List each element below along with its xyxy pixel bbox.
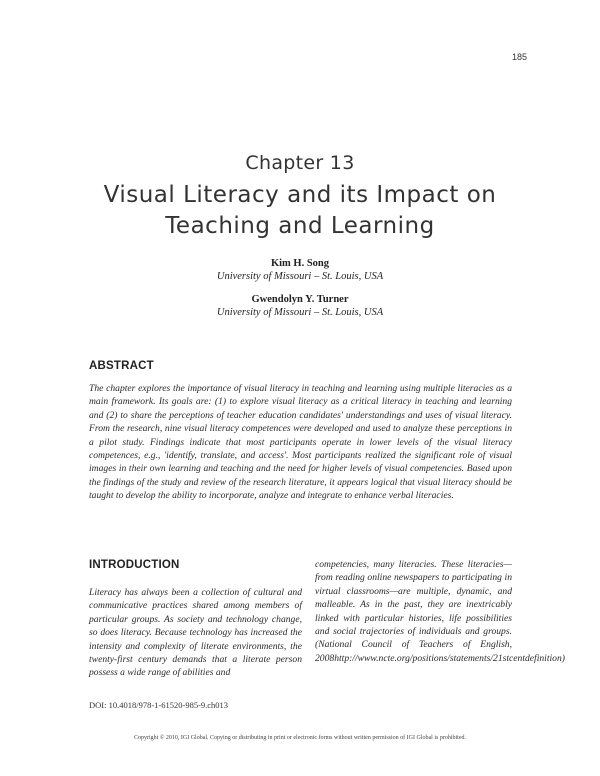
author-block-2 xyxy=(0,293,600,319)
author-affiliation: University of Missouri – St. Louis, USA xyxy=(216,307,384,318)
chapter-title: Visual Literacy and its Impact on Teaching and Learning xyxy=(103,182,497,239)
author-name: Kim H. Song xyxy=(270,258,330,269)
page-number: 185 xyxy=(511,52,527,62)
author-name: Gwendolyn Y. Turner xyxy=(251,294,349,305)
intro-right-column: competencies, many literacies. These literacies—from reading online newspapers to participating in virtual classrooms—are multiple, dynamic, and malleable. As in the past, they are inextricably linked with particular histories, life possibilities and social trajectories of individuals and groups. (National Council of Teachers of English, 2008http://www.ncte.org/positions/statements/21stcentdefinition) xyxy=(315,559,565,664)
doi: DOI: 10.4018/978-1-61520-985-9.ch013 xyxy=(89,700,229,710)
abstract-text: The chapter explores the importance of visual literacy in teaching and learning using multiple literacies as a main framework. Its goals are: (1) to explore visual literacy as a critical literacy in teaching and learning and (2) to share the perceptions of teacher education candidates' understandings and uses of visual literacy. From the research, nine visual literacy competences were developed and used to analyze these perceptions in a pilot study. Findings indicate that most participants operate in lower levels of the visual literacy competences, e.g., 'identify, translate, and access'. Most participants realized the significant role of visual images in their own learning and teaching and the need for higher levels of visual competencies. Based upon the findings of the study and review of the research literature, it appears logical that visual literacy should be taught to develop the ability to incorporate, analyze and integrate to enhance verbal literacies. xyxy=(89,383,512,502)
intro-left-column: Literacy has always been a collection of cultural and communicative practices shared among members of particular groups. As society and technology change, so does literacy. Because technology has increased the intensity and complexity of literate environments, the twenty-first century demands that a literate person possess a wide range of abilities and xyxy=(89,587,302,679)
chapter-label: Chapter 13 xyxy=(245,152,355,174)
abstract-heading: ABSTRACT xyxy=(89,360,154,372)
introduction-heading: INTRODUCTION xyxy=(89,559,180,571)
author-affiliation: University of Missouri – St. Louis, USA xyxy=(216,271,384,282)
copyright-notice: Copyright © 2010, IGI Global. Copying or distributing in print or electronic forms without written permission of IGI Global is prohibited. xyxy=(133,735,466,741)
author-block-1 xyxy=(0,257,600,283)
